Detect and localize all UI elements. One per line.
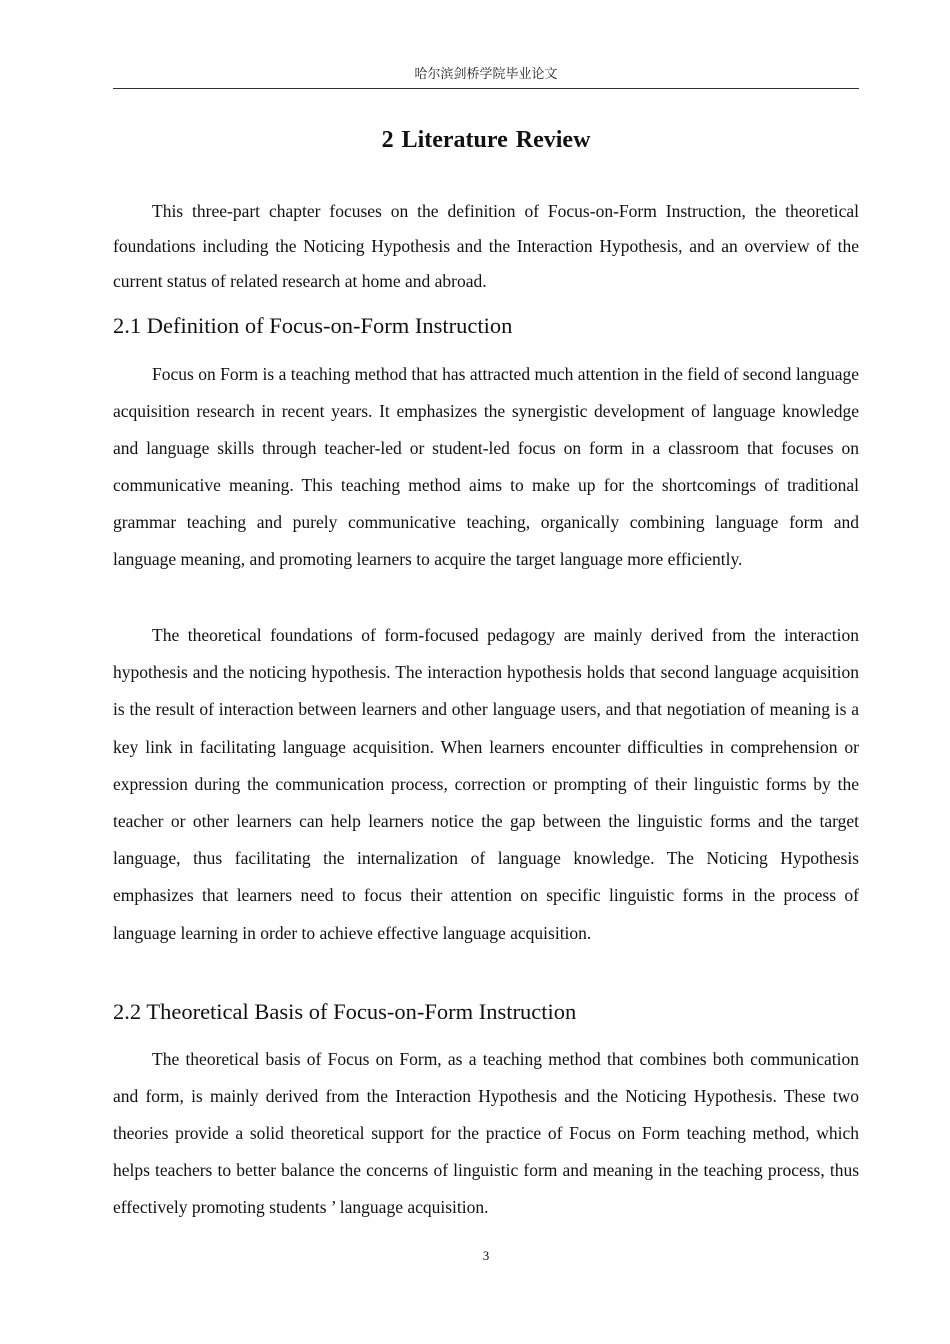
section-2-2-paragraph-1: The theoretical basis of Focus on Form, as a teaching method that combines both communication and form, is mainly derived from the Interaction Hypothesis and the Noticing Hypothesis. These two theories provide a solid theoretical support for the practice of Focus on Form teaching method, which helps teachers to better balance the concerns of linguistic form and meaning in the teaching process, thus effectively promoting students ’ language acquisition. xyxy=(113,1049,859,1217)
page-number: 3 xyxy=(482,1248,490,1263)
running-header: 哈尔滨剑桥学院毕业论文 xyxy=(414,67,558,82)
section-2-1-paragraph-1: Focus on Form is a teaching method that has attracted much attention in the field of second language acquisition research in recent years. It emphasizes the synergistic development of language knowledge and language skills through teacher-led or student-led focus on form in a classroom that focuses on communicative meaning. This teaching method aims to make up for the shortcomings of traditional grammar teaching and purely communicative teaching, organically combining language form and language meaning, and promoting learners to acquire the target language more efficiently. xyxy=(113,364,859,569)
intro-paragraph: This three-part chapter focuses on the definition of Focus-on-Form Instruction, the theoretical foundations including the Noticing Hypothesis and the Interaction Hypothesis, and an overview of the current status of related research at home and abroad. xyxy=(113,201,859,291)
header-rule xyxy=(113,88,859,89)
section-heading-2-2: 2.2 Theoretical Basis of Focus-on-Form Instruction xyxy=(113,999,577,1024)
chapter-title: 2 Literature Review xyxy=(381,127,591,153)
section-2-1-paragraph-2: The theoretical foundations of form-focused pedagogy are mainly derived from the interaction hypothesis and the noticing hypothesis. The interaction hypothesis holds that second language acquisition is the result of interaction between learners and other language users, and that negotiation of meaning is a key link in facilitating language acquisition. When learners encounter difficulties in comprehension or expression during the communication process, correction or prompting of their linguistic forms by the teacher or other learners can help learners notice the gap between the linguistic forms and the target language, thus facilitating the internalization of language knowledge. The Noticing Hypothesis emphasizes that learners need to focus their attention on specific linguistic forms in the process of language learning in order to achieve effective language acquisition. xyxy=(113,625,859,943)
section-heading-2-1: 2.1 Definition of Focus-on-Form Instruction xyxy=(113,313,513,338)
